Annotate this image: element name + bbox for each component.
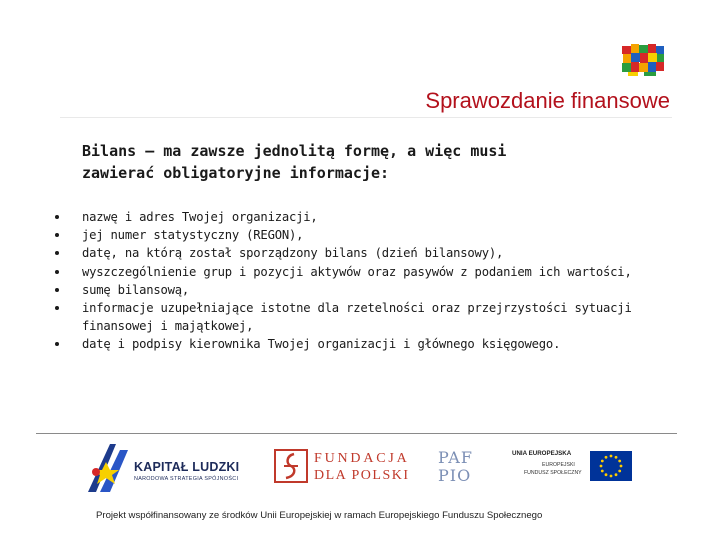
- bullet-icon: [55, 288, 59, 292]
- sponsor-logos: [80, 440, 640, 498]
- bullet-icon: [55, 306, 59, 310]
- bullet-item: [55, 244, 695, 262]
- bullet-text-continuation: finansowej i majątkowej,: [82, 319, 254, 334]
- bullet-item: [55, 208, 695, 226]
- bullet-text: wyszczególnienie grup i pozycji aktywów oraz pasywów z podaniem ich wartości,: [82, 264, 632, 279]
- title-divider: [60, 117, 672, 118]
- kapital-ludzki-title: KAPITAŁ LUDZKI: [134, 460, 240, 474]
- kapital-ludzki-logo-icon: [86, 442, 130, 494]
- bullet-icon: [55, 251, 59, 255]
- fundacja-line-2: DLA POLSKI: [314, 468, 410, 483]
- pio-text: PIO: [438, 466, 472, 485]
- bullet-list: [55, 208, 695, 354]
- bullet-item: [55, 263, 695, 281]
- slide-title: Sprawozdanie finansowe: [425, 88, 670, 113]
- eu-line-1: UNIA EUROPEJSKA: [512, 450, 572, 457]
- lead-line-1: Bilans – ma zawsze jednolitą formę, a więc musi: [82, 142, 507, 160]
- eu-flag-icon: [590, 451, 632, 481]
- lead-line-2: zawierać obligatoryjne informacje:: [82, 164, 390, 182]
- paf-text: PAF: [438, 448, 473, 467]
- bullet-icon: [55, 270, 59, 274]
- funding-note: Projekt współfinansowany ze środków Unii Europejskiej w ramach Europejskiego Funduszu Społecznego: [96, 510, 543, 521]
- paf-pio-logo: [436, 446, 482, 490]
- bullet-item: [55, 281, 695, 299]
- footer-divider: [36, 433, 677, 434]
- bullet-text: datę i podpisy kierownika Twojej organizacji i głównego księgowego.: [82, 337, 561, 352]
- bullet-item: [55, 299, 695, 335]
- fundacja-logo-icon: [274, 448, 308, 484]
- bullet-text: datę, na którą został sporządzony bilans (dzień bilansowy),: [82, 246, 504, 261]
- fundacja-dla-polski-logo: [274, 448, 414, 488]
- kapital-ludzki-logo: [86, 442, 256, 494]
- lead-paragraph: [82, 140, 642, 184]
- bullet-icon: [55, 233, 59, 237]
- bullet-item: [55, 335, 695, 353]
- puzzle-logo-icon: [620, 42, 666, 78]
- kapital-ludzki-subtitle: NARODOWA STRATEGIA SPÓJNOŚCI: [134, 476, 239, 482]
- bullet-text: jej numer statystyczny (REGON),: [82, 228, 304, 243]
- eu-logo: [506, 448, 636, 492]
- bullet-text: nazwę i adres Twojej organizacji,: [82, 210, 318, 224]
- fundacja-line-1: FUNDACJA: [314, 451, 410, 466]
- eu-line-3: FUNDUSZ SPOŁECZNY: [524, 470, 582, 476]
- bullet-text: informacje uzupełniające istotne dla rzetelności oraz przejrzystości sytuacji: [82, 301, 632, 316]
- bullet-icon: [55, 215, 59, 219]
- eu-line-2: EUROPEJSKI: [542, 462, 575, 468]
- bullet-icon: [55, 342, 59, 346]
- bullet-text: sumę bilansową,: [82, 282, 190, 297]
- bullet-item: [55, 226, 695, 244]
